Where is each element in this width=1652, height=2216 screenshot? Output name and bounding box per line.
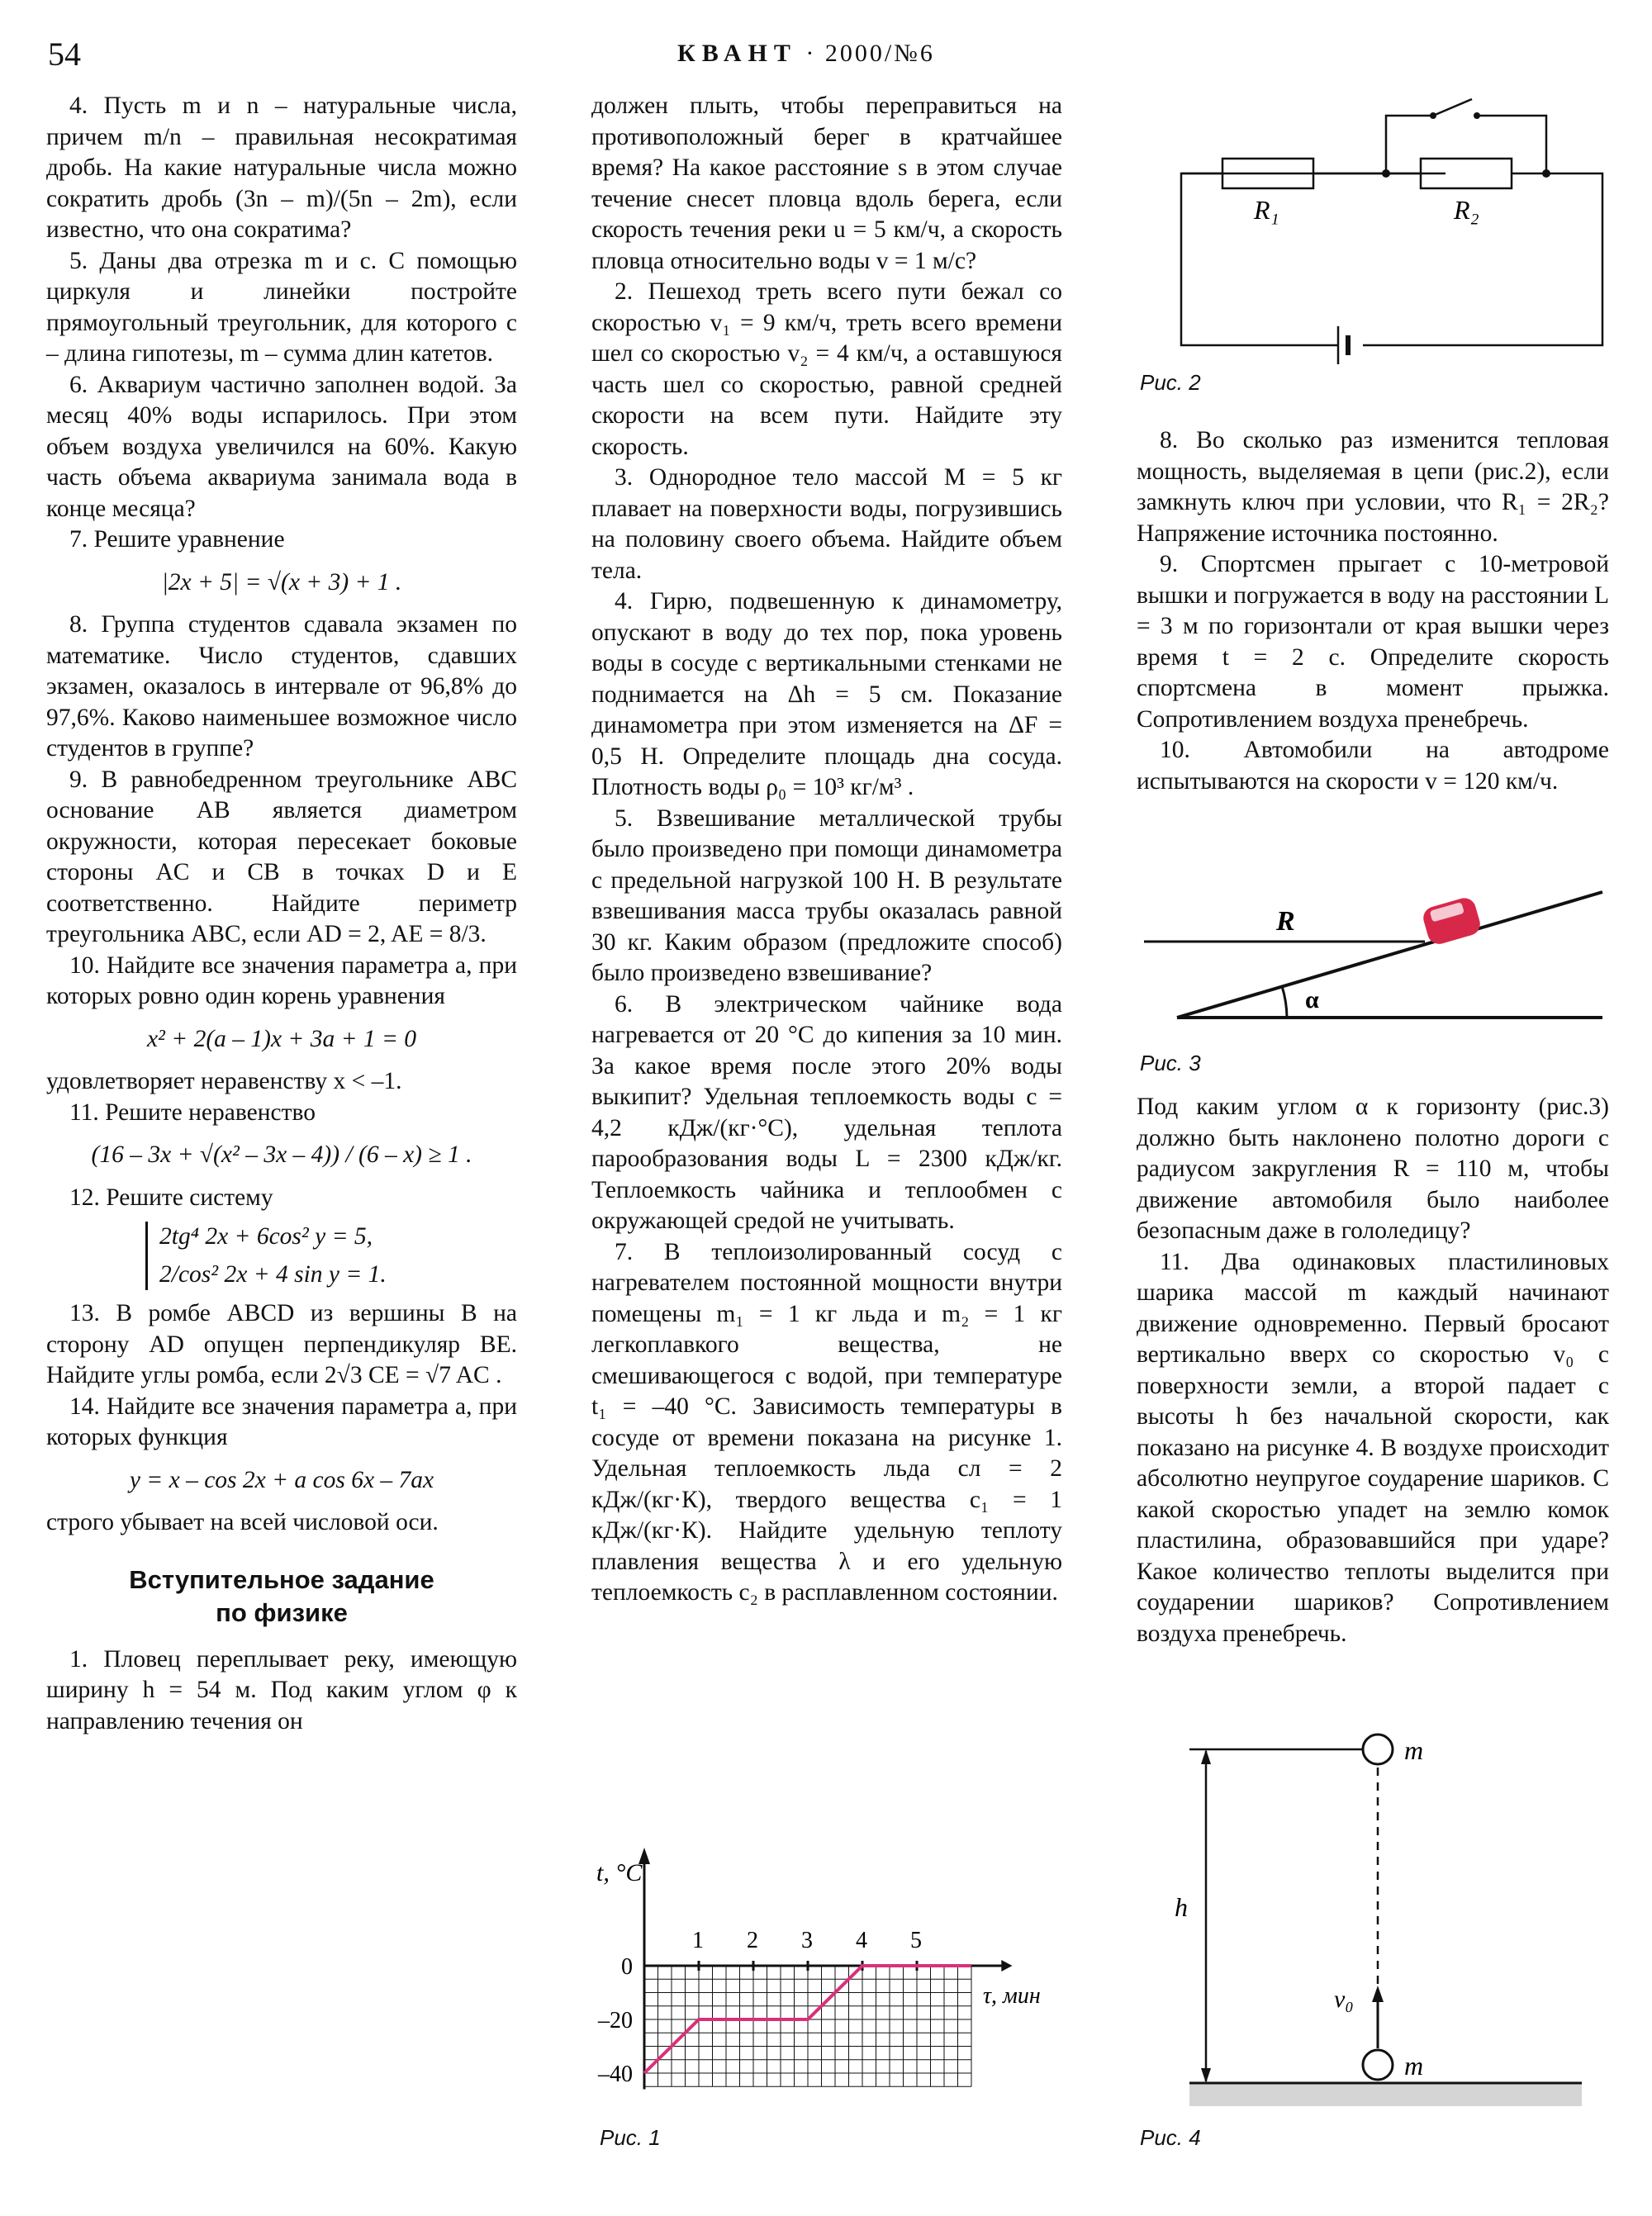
column-middle — [591, 91, 1062, 1609]
switch-branch-left — [1386, 116, 1433, 173]
angle-label: α — [1305, 986, 1319, 1013]
y-tick-label: 0 — [621, 1954, 633, 1980]
junction-dot-left — [1382, 169, 1390, 178]
x-tick-label: 1 — [692, 1928, 704, 1953]
journal-issue: · 2000/№6 — [805, 40, 935, 67]
chart-x-axis-label: τ, мин — [983, 1983, 1041, 2009]
ball-bottom-label: m — [1404, 2051, 1424, 2081]
equation-10: x² + 2(a – 1)x + 3a + 1 = 0 — [146, 1025, 417, 1052]
car-icon — [1421, 895, 1483, 947]
figure-4-caption: Рис. 4 — [1140, 2125, 1201, 2150]
height-label: h — [1175, 1892, 1188, 1922]
problem-7: 7. Решите уравнение — [69, 526, 285, 553]
velocity-label: v₀ — [1334, 1986, 1354, 2013]
ground — [1189, 2083, 1582, 2106]
switch-blade — [1433, 99, 1472, 116]
page-header — [0, 33, 1652, 83]
problem-8: 8. Группа студентов сдавала экзамен по математике. Число студентов, сдавших экзамен, оказалось в интервале от 96,8% до 97,6%. Каково наименьшее возможное число студентов в группе? — [46, 611, 517, 762]
height-arrow-head-bottom — [1201, 2068, 1211, 2083]
problem-5: 5. Даны два отрезка m и c. С помощью циркуля и линейки постройте прямоугольный треугольник, для которого c – длина гипотезы, m – сумма длин катетов. — [46, 247, 517, 367]
figure-1-caption: Рис. 1 — [600, 2125, 661, 2150]
physics-problem-4: 4. Гирю, подвешенную к динамометру, опускают в воду до тех пор, пока уровень воды в сосуде с вертикальными стенками не поднимается на Δh = 5 см. Показание динамометра при этом изменяется на ΔF = 0,5 Н. Определите площадь дна сосуда. Плотность воды ρ₀ = 10³ кг/м³ . — [591, 588, 1062, 800]
chart-y-axis-label: t, °C — [596, 1859, 643, 1886]
problem-9: 9. В равнобедренном треугольнике ABC основание AB является диаметром окружности, которая пересекает боковые стороны AC и CB в точках D и E соответственно. Найдите периметр треугольника ABC, если AD = 2, AE = 8/3. — [46, 766, 517, 947]
physics-problem-1-end: должен плыть, чтобы переправиться на противоположный берег в кратчайшее время? На какое расстояние s в этом случае течение снесет пловца вдоль берега, если скорость течения реки u = 5 км/ч, а скорость пловца относительно воды v = 1 м/с? — [591, 93, 1062, 274]
figure-4-balls — [1173, 1718, 1602, 2106]
figure-1-chart — [578, 1838, 1074, 2110]
switch-dot-left — [1430, 112, 1436, 119]
problem-10: 10. Найдите все значения параметра a, при которых ровно один корень уравнения — [46, 951, 517, 1009]
page-number: 54 — [48, 36, 81, 73]
y-tick-label: –20 — [598, 2008, 633, 2033]
problem-10-condition: удовлетворяет неравенству x < –1. — [46, 1068, 402, 1094]
resistor-r1-label: R₁ — [1254, 195, 1279, 225]
ball-top-label: m — [1404, 1735, 1424, 1765]
y-tick-label: –40 — [598, 2062, 633, 2087]
journal-name: КВАНТ — [677, 40, 797, 67]
ball-bottom — [1363, 2050, 1393, 2080]
physics-problem-10: 10. Автомобили на автодроме испытываются на скорости v = 120 км/ч. — [1137, 737, 1609, 795]
figure-2-caption: Рис. 2 — [1140, 370, 1201, 395]
figure-3-caption: Рис. 3 — [1140, 1051, 1201, 1075]
problem-12: 12. Решите систему — [69, 1184, 273, 1211]
chart-axes — [597, 1848, 1013, 2090]
physics-problem-1-start: 1. Пловец переплывает реку, имеющую ширину h = 54 м. Под каким углом φ к направлению течения он — [46, 1645, 517, 1734]
radius-label: R — [1276, 906, 1295, 937]
ball-top — [1363, 1734, 1393, 1764]
system-12 — [145, 1222, 517, 1290]
physics-problem-5: 5. Взвешивание металлической трубы было произведено при помощи динамометра с предельной нагрузкой 100 Н. В результате взвешивания масса трубы оказалась равной 30 кг. Каким образом (предложите способ) было произведено взвешивание? — [591, 804, 1062, 986]
equation-14: y = x – cos 2x + a cos 6x – 7ax — [129, 1466, 434, 1493]
physics-problem-9: 9. Спортсмен прыгает с 10-метровой вышки и погружается в воду на расстоянии L = 3 м по горизонтали от края вышки через время t = 2 с. Определите скорость спортсмена в момент прыжка. Сопротивлением воздуха пренебречь. — [1137, 551, 1609, 733]
problem-14: 14. Найдите все значения параметра a, при которых функция — [46, 1393, 517, 1450]
system-12-eq-2: 2/cos² 2x + 4 sin y = 1. — [159, 1260, 387, 1288]
problem-13: 13. В ромбе ABCD из вершины B на сторону AD опущен перпендикуляр BE. Найдите углы ромба, если 2√3 CE = √7 AC . — [46, 1300, 517, 1388]
velocity-arrow-head — [1372, 1986, 1384, 2002]
x-tick-label: 2 — [747, 1928, 758, 1953]
inequality-11: (16 – 3x + √(x² – 3x – 4)) / (6 – x) ≥ 1 . — [91, 1141, 472, 1168]
resistor-r2-label: R₂ — [1454, 195, 1479, 225]
problem-6: 6. Аквариум частично заполнен водой. За месяц 40% воды испарилось. При этом объем воздуха увеличился на 60%. Какую часть объема аквариума занимала вода в конце месяца? — [46, 371, 517, 522]
physics-problem-8: 8. Во сколько раз изменится тепловая мощность, выделяемая в цепи (рис.2), если замкнуть ключ при условии, что R₁ = 2R₂? Напряжение источника постоянно. — [1137, 427, 1609, 547]
physics-problem-6: 6. В электрическом чайнике вода нагревается от 20 °С до кипения за 10 мин. За какое время после этого 20% воды выкипит? Удельная теплоемкость воды c = 4,2 кДж/(кг·°С), удельная теплота парообразования воды L = 2300 кДж/кг. Теплоемкость чайника и теплообмен с окружающей средой не учитывать. — [591, 990, 1062, 1234]
physics-problem-10-question: Под каким углом α к горизонту (рис.3) должно быть наклонено полотно дороги с радиусом закругления R = 110 м, чтобы движение автомобиля было наиболее безопасным даже в гололедицу? — [1137, 1094, 1609, 1244]
x-tick-label: 5 — [910, 1928, 922, 1953]
problem-14-end: строго убывает на всей числовой оси. — [46, 1509, 439, 1535]
circuit-wire-left — [1181, 173, 1446, 345]
road-incline — [1177, 892, 1602, 1018]
column-left — [46, 91, 517, 1737]
x-tick-label: 4 — [856, 1928, 867, 1953]
system-12-eq-1: 2tg⁴ 2x + 6cos² y = 5, — [159, 1223, 373, 1250]
column-right — [1137, 425, 1609, 797]
physics-problem-11: 11. Два одинаковых пластилиновых шарика массой m каждый начинают движение одновременно. Первый бросают вертикально вверх со скоростью v₀ с поверхности земли, а второй падает с высоты h без начальной скорости, как показано на рисунке 4. В воздухе происходит абсолютно неупругое соударение шариков. С какой скоростью упадет на землю комок пластилина, образовавшийся при ударе? Какое количество теплоты выделится при соударении шариков? Сопротивлением воздуха пренебречь. — [1137, 1248, 1609, 1647]
section-title — [46, 1564, 517, 1630]
figure-3-banked-road — [1140, 875, 1635, 1016]
physics-problem-3: 3. Однородное тело массой M = 5 кг плавает на поверхности воды, погрузившись на половину своего объема. Найдите объем тела. — [591, 464, 1062, 584]
x-axis-arrow — [1001, 1960, 1012, 1972]
journal-title — [677, 40, 935, 68]
switch-dot-right — [1474, 112, 1480, 119]
angle-arc — [1282, 986, 1287, 1018]
physics-problem-2: 2. Пешеход треть всего пути бежал со скоростью v₁ = 9 км/ч, треть всего времени шел со скоростью v₂ = 4 км/ч, а оставшуюся часть шел со скоростью, равной средней скорости на всем пути. Найдите эту скорость. — [591, 278, 1062, 460]
problem-4: 4. Пусть m и n – натуральные числа, причем m/n – правильная несократимая дробь. На какие натуральные числа можно сократить дробь (3n – m)/(5n – 2m), если известно, что она сократима? — [46, 93, 517, 243]
section-title-line-1: Вступительное задание — [129, 1564, 434, 1594]
physics-problem-7: 7. В теплоизолированный сосуд с нагревателем постоянной мощности внутри помещены m₁ = 1 кг льда и m₂ = 1 кг легкоплавкого вещества, не смешивающегося с водой, при температуре t₁ = –40 °С. Зависимость температуры в сосуде от времени показана на рисунке 1. Удельная теплоемкость льда cл = 2 кДж/(кг·К), твердого вещества c₁ = 1 кДж/(кг·К). Найдите удельную теплоту плавления вещества λ и его удельную теплоемкость c₂ в расплавленном состоянии. — [591, 1238, 1062, 1606]
column-right-cont — [1137, 1092, 1609, 1649]
height-arrow-head-top — [1201, 1749, 1211, 1764]
x-tick-label: 3 — [801, 1928, 813, 1953]
problem-11: 11. Решите неравенство — [69, 1099, 316, 1126]
section-title-line-2: по физике — [216, 1597, 348, 1627]
circuit-wire-right — [1363, 173, 1602, 345]
equation-7: |2x + 5| = √(x + 3) + 1 . — [161, 568, 402, 596]
figure-2-circuit — [1173, 91, 1635, 363]
junction-dot-right — [1542, 169, 1550, 178]
